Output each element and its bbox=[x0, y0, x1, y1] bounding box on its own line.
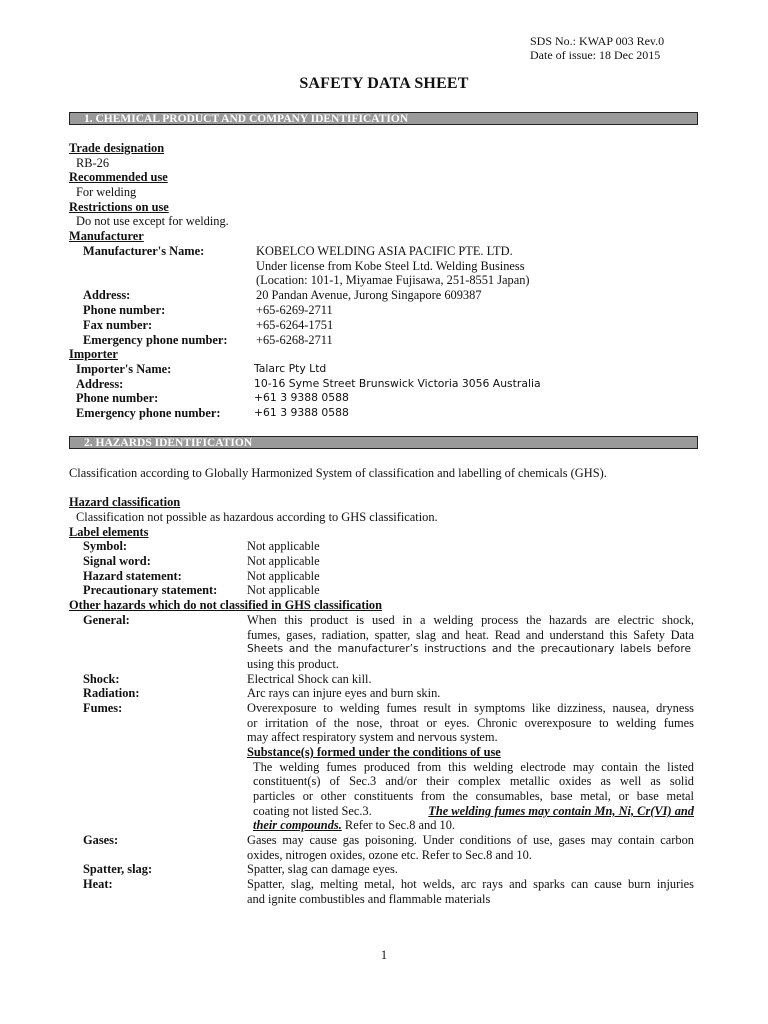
fumes-line-1: Overexposure to welding fumes result in symptoms like dizziness, nausea, dryness bbox=[247, 701, 694, 715]
general-label: General: bbox=[83, 613, 130, 627]
hazard-statement-label: Hazard statement: bbox=[83, 569, 182, 583]
importer-address-label: Address: bbox=[76, 377, 124, 391]
heat-line-2: and ignite combustibles and flammable materials bbox=[247, 892, 491, 906]
substances-line-4 bbox=[253, 804, 694, 819]
fumes-line-3: may affect respiratory system and nervous system. bbox=[247, 730, 498, 744]
emergency-value: +65-6268-2711 bbox=[256, 333, 333, 347]
fumes-label: Fumes: bbox=[83, 701, 123, 715]
symbol-label: Symbol: bbox=[83, 539, 128, 553]
manufacturer-label: Manufacturer bbox=[69, 229, 144, 243]
emergency-label: Emergency phone number: bbox=[83, 333, 228, 347]
general-line-2: fumes, gases, radiation, spatter, slag and heat. Read and understand this Safety Data bbox=[247, 628, 694, 642]
hazard-classification-value: Classification not possible as hazardous according to GHS classification. bbox=[76, 510, 438, 524]
fumes-line-2: or irritation of the nose, throat or eyes. Chronic overexposure to welding fumes bbox=[247, 716, 694, 730]
importer-emergency-label: Emergency phone number: bbox=[76, 406, 221, 420]
precautionary-statement-label: Precautionary statement: bbox=[83, 583, 218, 597]
trade-designation-value: RB-26 bbox=[76, 156, 110, 170]
radiation-label: Radiation: bbox=[83, 686, 140, 700]
section-2-heading: 2. HAZARDS IDENTIFICATION bbox=[69, 436, 698, 449]
document-meta bbox=[530, 34, 664, 62]
spatter-value: Spatter, slag can damage eyes. bbox=[247, 862, 398, 876]
importer-emergency-value: +61 3 9388 0588 bbox=[254, 406, 349, 419]
label-elements-label: Label elements bbox=[69, 525, 149, 539]
importer-label: Importer bbox=[69, 347, 118, 361]
importer-name-value: Talarc Pty Ltd bbox=[254, 362, 327, 375]
substances-line-2: constituent(s) of Sec.3 and/or their complex metallic oxides as well as solid bbox=[253, 774, 694, 788]
substances-line-3: particles or other constituents from the consumables, base metal, or base metal bbox=[253, 789, 694, 803]
restrictions-value: Do not use except for welding. bbox=[76, 214, 229, 228]
precautionary-statement-value: Not applicable bbox=[247, 583, 320, 597]
substances-line-4-emphasis: The welding fumes may contain Mn, Ni, Cr(VI) and bbox=[428, 804, 694, 818]
date-of-issue: Date of issue: 18 Dec 2015 bbox=[530, 48, 661, 62]
substances-line-5 bbox=[253, 818, 455, 833]
gases-label: Gases: bbox=[83, 833, 119, 847]
page-title: SAFETY DATA SHEET bbox=[299, 75, 469, 92]
importer-address-value: 10-16 Syme Street Brunswick Victoria 3056 Australia bbox=[254, 377, 541, 390]
radiation-value: Arc rays can injure eyes and burn skin. bbox=[247, 686, 441, 700]
page-number: 1 bbox=[380, 948, 388, 962]
address-value: 20 Pandan Avenue, Jurong Singapore 609387 bbox=[256, 288, 482, 302]
signal-word-label: Signal word: bbox=[83, 554, 151, 568]
fax-label: Fax number: bbox=[83, 318, 153, 332]
other-hazards-label: Other hazards which do not classified in GHS classification bbox=[69, 598, 383, 612]
substances-line-5-emphasis: their compounds. bbox=[253, 818, 342, 832]
substances-line-1: The welding fumes produced from this welding electrode may contain the listed bbox=[253, 760, 694, 774]
address-label: Address: bbox=[83, 288, 131, 302]
importer-name-label: Importer's Name: bbox=[76, 362, 172, 376]
manufacturer-name-label: Manufacturer's Name: bbox=[83, 244, 205, 258]
substances-line-4-plain: coating not listed Sec.3. bbox=[253, 804, 372, 818]
manufacturer-name-line2: Under license from Kobe Steel Ltd. Welding Business bbox=[256, 259, 525, 273]
shock-label: Shock: bbox=[83, 672, 120, 686]
ghs-intro: Classification according to Globally Harmonized System of classification and labelling of chemicals (GHS). bbox=[69, 466, 607, 480]
restrictions-label: Restrictions on use bbox=[69, 200, 169, 214]
manufacturer-name-line1: KOBELCO WELDING ASIA PACIFIC PTE. LTD. bbox=[256, 244, 513, 258]
shock-value: Electrical Shock can kill. bbox=[247, 672, 372, 686]
phone-value: +65-6269-2711 bbox=[256, 303, 333, 317]
substances-label: Substance(s) formed under the conditions of use bbox=[247, 745, 501, 759]
recommended-use-label: Recommended use bbox=[69, 170, 168, 184]
fax-value: +65-6264-1751 bbox=[256, 318, 334, 332]
section-1-heading: 1. CHEMICAL PRODUCT AND COMPANY IDENTIFICATION bbox=[69, 112, 698, 125]
recommended-use-value: For welding bbox=[76, 185, 137, 199]
symbol-value: Not applicable bbox=[247, 539, 320, 553]
heat-label: Heat: bbox=[83, 877, 113, 891]
importer-phone-value: +61 3 9388 0588 bbox=[254, 391, 349, 404]
general-line-4: using this product. bbox=[247, 657, 339, 671]
general-line-1: When this product is used in a welding process the hazards are electric shock, bbox=[247, 613, 694, 627]
general-line-3: Sheets and the manufacturer’s instructions and the precautionary labels before bbox=[247, 643, 691, 655]
heat-line-1: Spatter, slag, melting metal, hot welds, arc rays and sparks can cause burn injuries bbox=[247, 877, 694, 891]
hazard-classification-label: Hazard classification bbox=[69, 495, 181, 509]
gases-line-2: oxides, nitrogen oxides, ozone etc. Refer to Sec.8 and 10. bbox=[247, 848, 532, 862]
spatter-label: Spatter, slag: bbox=[83, 862, 153, 876]
signal-word-value: Not applicable bbox=[247, 554, 320, 568]
importer-phone-label: Phone number: bbox=[76, 391, 159, 405]
manufacturer-name-line3: (Location: 101-1, Miyamae Fujisawa, 251-8551 Japan) bbox=[256, 273, 530, 287]
hazard-statement-value: Not applicable bbox=[247, 569, 320, 583]
gases-line-1: Gases may cause gas poisoning. Under conditions of use, gases may contain carbon bbox=[247, 833, 694, 847]
substances-line-5-plain: Refer to Sec.8 and 10. bbox=[341, 818, 456, 832]
phone-label: Phone number: bbox=[83, 303, 166, 317]
sds-number: SDS No.: KWAP 003 Rev.0 bbox=[530, 34, 665, 48]
trade-designation-label: Trade designation bbox=[69, 141, 165, 155]
